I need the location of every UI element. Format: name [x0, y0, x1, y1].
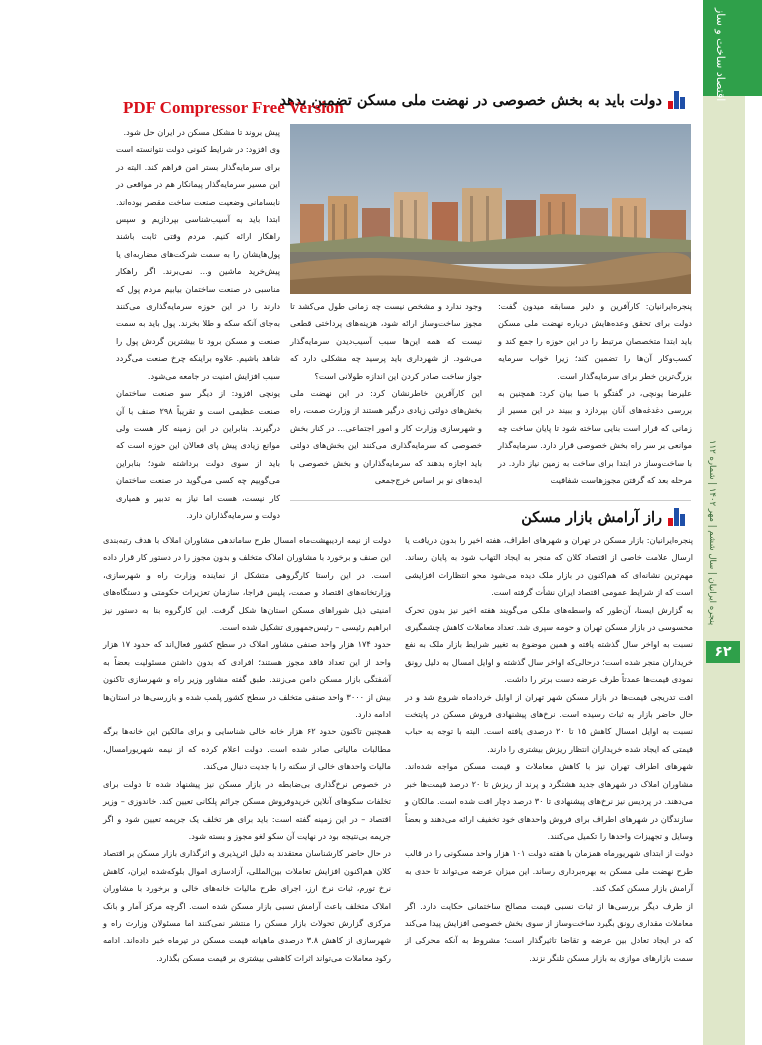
- article1-middle-column: [290, 298, 482, 489]
- paragraph: پنجره‌ایرانیان: بازار مسکن در تهران و شهرهای اطراف، هفته اخیر را بدون دریافت یا ارسال علامت خاصی از اقتصاد کلان که منجر به ایجاد التهاب شود به پایان رساند. مهم‌ترین نشانه‌ای که هم‌اکنون در بازار ملک دیده می‌شود محو انتظارات افزایشی است که از شرایط عمومی اقتصاد ایران نشأت گرفته است.: [405, 535, 693, 598]
- paragraph: پیش بروند تا مشکل مسکن در ایران حل شود.: [123, 127, 280, 137]
- building-icon: [668, 91, 686, 109]
- article2-title: راز آرامش بازار مسکن: [521, 508, 662, 526]
- article2-headline: [521, 503, 686, 531]
- paragraph: پنجره‌ایرانیان: کارآفرین و دلیر مسابقه میدون گفت: دولت برای تحقق وعده‌هایش درباره نهضت ملی مسکن باید ابتدا متخصصان مرتبط را در این حوزه را جمع کند و کسب‌وکار آن‌ها را تضمین کند؛ زیرا خواب سرمایه بزرگ‌ترین خطر برای سرمایه‌گذار است.: [498, 301, 692, 381]
- paragraph: افت تدریجی قیمت‌ها در بازار مسکن شهر تهران از اوایل خردادماه شروع شد و در حال حاضر بازار به ثبات رسیده است. نرخ‌های پیشنهادی فروش مسکن در پایتخت نسبت به اوایل امسال کاهش ۱۵ تا ۲۰ درصدی یافته است. البته با توجه به حباب قیمتی که ایجاد شده خریداران انتظار ریزش بیشتری را دارند.: [405, 691, 693, 754]
- paragraph: وی افزود: در شرایط کنونی دولت نتوانسته است برای سرمایه‌گذار بستر امن فراهم کند. البته در این مسیر سرمایه‌گذار پیمانکار هم در مواقعی در نابسامانی وضعیت صنعت ساخت مقصر بوده‌اند. ابتدا باید به آسیب‌شناسی بپردازیم و سپس راهکار ارائه کنیم. مردم وقتی ثابت باشند پول‌هایشان را به سمت شرکت‌های مضاربه‌ای یا پیش‌خرید ماشین و... نمی‌برند. اگر راهکار مناسبی در صنعت ساختمان بیابیم مردم پول که دارند را در این حوزه سرمایه‌گذاری می‌کنند به‌جای آنکه سکه و طلا بخرند. پول باید به سمت صنعت و مسکن برود تا بیشترین گردش پول را شاهد باشیم. علاوه براینکه چرخ صنعت می‌گردد سبب افزایش امنیت در جامعه می‌شود.: [116, 144, 280, 381]
- paragraph: در خصوص نرخ‌گذاری بی‌ضابطه در بازار مسکن نیز پیشنهاد شده تا دولت برای تخلفات سکوهای آنلاین خریدوفروش مسکن جرائم پلکانی تعیین کند. خاندوزی – وزیر اقتصاد – در این زمینه گفته است: باید برای هر تخلف یک جریمه تعیین شود و اگر جریمه بی‌نتیجه بود در نهایت آن سکو لغو مجوز و بسته شود.: [103, 778, 391, 841]
- section-divider: [290, 500, 691, 501]
- paragraph: علیرضا یونچی، در گفتگو با صبا بیان کرد: همچنین به بررسی دغدغه‌های آنان بپردازد و ببیند در این مسیر از زمانی که قرار است بنایی ساخته شود تا پایان ساخت چه موانعی بر سر راه بخش خصوصی قرار دارد. سرمایه‌گذار با ساخت‌وساز در ابتدا برای ساخت به زمین نیاز دارد. در مرحله بعد که گرفتن مجوزهاست شفافیت: [498, 388, 692, 486]
- paragraph: در حال حاضر کارشناسان معتقدند به دلیل اثرپذیری و اثرگذاری بازار مسکن بر اقتصاد کلان هم‌اکنون افزایش تعاملات بین‌المللی، آزادسازی اموال بلوکه‌شده ایران، کاهش نرخ تورم، ثبات نرخ ارز، اجرای طرح مالیات خانه‌های خالی و برخورد با مشاوران املاک متخلف باعث آرامش نسبی بازار مسکن شده است. اگرچه مرکز آمار و بانک مرکزی گزارش تحولات بازار مسکن را منتشر نمی‌کنند اما مسئولان وزارت راه و شهرسازی از کاهش ۳.۸ درصدی ماهیانه قیمت مسکن در تیرماه خبر داده‌اند. ادامه رکود معاملات می‌تواند اثرات کاهشی بیشتری بر قیمت مسکن بگذارد.: [103, 848, 392, 963]
- paragraph: دولت از نیمه اردیبهشت‌ماه امسال طرح ساماندهی مشاوران املاک با هدف رتبه‌بندی این صنف و برخورد با مشاوران املاک متخلف و بدون مجوز را در دستور کار قرار داده است. در این راستا کارگروهی متشکل از نماینده وزارت راه و شهرسازی، وزارتخانه‌های اقتصاد و صمت، پلیس فراجا، سازمان تعزیرات حکومتی و دستگاه‌های امنیتی ذیل شوراهای مسکن استان‌ها شکل گرفت. این کارگروه بنا به دستور نیز ابراهیم رئیسی – رئیس‌جمهوری تشکیل شده است.: [103, 535, 391, 633]
- paragraph: دولت از ابتدای شهریورماه همزمان با هفته دولت ۱۰۱ هزار واحد مسکونی را در قالب طرح نهضت ملی مسکن به بهره‌برداری رساند. این میزان عرضه می‌تواند تا حدی به آرامش بازار مسکن کمک کند.: [405, 848, 693, 894]
- article1-title: دولت باید به بخش خصوصی در نهضت ملی مسکن تضمین بدهد: [279, 91, 662, 109]
- watermark-text: PDF Compressor Free Version: [123, 98, 344, 117]
- article2-left-column: [103, 532, 391, 967]
- section-title: اقتصاد ساخت و ساز: [714, 8, 727, 102]
- paragraph: یونچی افزود: از دیگر سو صنعت ساختمان صنعت عظیمی است و تقریباً ۲۹۸ صنف با آن درگیرند. بنابراین در این زمینه کار هست ولی موانع زیادی پیش پای فعالان این حوزه است که باید از سوی دولت برداشته شود؛ بنابراین می‌گوییم چه کسی می‌گوید در صنعت ساختمان کار نیست، هست اما نیاز به تدبیر و همیاری دولت و سرمایه‌گذاران دارد.: [116, 388, 280, 520]
- paragraph: شهرهای اطراف تهران نیز با کاهش معاملات و قیمت مسکن مواجه شده‌اند. مشاوران املاک در شهرهای جدید هشتگرد و پرند از ریزش تا ۲۰ درصد قیمت‌ها خبر می‌دهند. در پردیس نیز نرخ‌های پیشنهادی تا ۳۰ درصد دچار افت شده است. مالکان و سازندگان در شهرهای اطراف برای فروش واحدهای خود تخفیف ارائه می‌دهند و بعضاً وسایل و تجهیزات واحدها را تکمیل می‌کنند.: [405, 761, 694, 841]
- housing-photo: [290, 124, 691, 294]
- article2-right-column: [405, 532, 693, 967]
- paragraph: حدود ۱۷۴ هزار واحد صنفی مشاور املاک در سطح کشور فعال‌اند که حدود ۱۷ هزار واحد از این تعداد فاقد مجوز هستند؛ افرادی که بدون داشتن مسئولیت بعضاً به آشفتگی بازار مسکن دامن می‌زنند. طبق گفته مشاور وزیر راه و شهرسازی تاکنون بیش از ۳۰۰۰ واحد صنفی متخلف در سطح کشور پلمب شده و بازرسی‌ها در استان‌ها ادامه دارد.: [103, 639, 392, 720]
- article1-right-column: [498, 298, 692, 489]
- section-tab: [703, 0, 762, 96]
- paragraph: به گزارش ایسنا، آن‌طور که واسطه‌های ملکی می‌گویند هفته اخیر نیز بدون تحرک محسوسی در بازار مسکن تهران و حومه سپری شد. تعداد معاملات کاهش چشمگیری نسبت به اواخر سال گذشته یافته و همین موضوع به تغییر شرایط بازار ملک به نفع خریداران منجر شده است؛ درحالی‌که اواخر سال گذشته و اوایل امسال به دلیل رونق نمودی قیمت‌ها عمدتاً طرف عرضه دست برتر را داشت.: [405, 604, 693, 685]
- article1-left-column: [116, 124, 280, 524]
- paragraph: این کارآفرین خاطرنشان کرد: در این نهضت ملی بخش‌های دولتی زیادی درگیر هستند از وزارت صمت، راه و شهرسازی وزارت کار و امور اجتماعی... در کنار بخش خصوصی که سرمایه‌گذاری می‌کنند این بخش‌های دولتی باید اجازه بدهند که سرمایه‌گذاران و بخش خصوصی با ایده‌های نو بر اساس خرج‌جمعی: [290, 388, 482, 486]
- paragraph: از طرف دیگر بررسی‌ها از ثبات نسبی قیمت مصالح ساختمانی حکایت دارد. اگر معاملات مقداری رونق بگیرد ساخت‌وساز از سوی بخش خصوصی افزایش پیدا می‌کند که در ایجاد تعادل بین عرضه و تقاضا تاثیرگذار است؛ مشروط به آنکه محرکی از سمت بازارهای موازی به بازار مسکن تلنگر نزند.: [405, 900, 693, 963]
- building-icon: [668, 508, 686, 526]
- paragraph: همچنین تاکنون حدود ۶۲ هزار خانه خالی شناسایی و برای مالکین این خانه‌ها برگه مطالبات مالیاتی صادر شده است. دولت اعلام کرده که از نیمه شهریورامسال، مالیات واحدهای خالی از سکنه را با جدیت دنبال می‌کند.: [103, 726, 391, 772]
- page-number: ۶۲: [706, 641, 740, 663]
- magazine-info: پنجره ایرانیان | سال ششم | مهر ۱۴۰۲ | شماره ۱۱۲: [707, 440, 717, 626]
- paragraph: وجود ندارد و مشخص نیست چه زمانی طول می‌کشد تا مجوز ساخت‌وساز ارائه شود، هزینه‌های پرداختی قطعی نیست که همه این‌ها سبب آسیب‌دیدن سرمایه‌گذار می‌شود. از شهرداری باید پرسید چه مشکلی دارد که جواز ساخت صادر کردن این اندازه طولانی است؟: [290, 301, 482, 381]
